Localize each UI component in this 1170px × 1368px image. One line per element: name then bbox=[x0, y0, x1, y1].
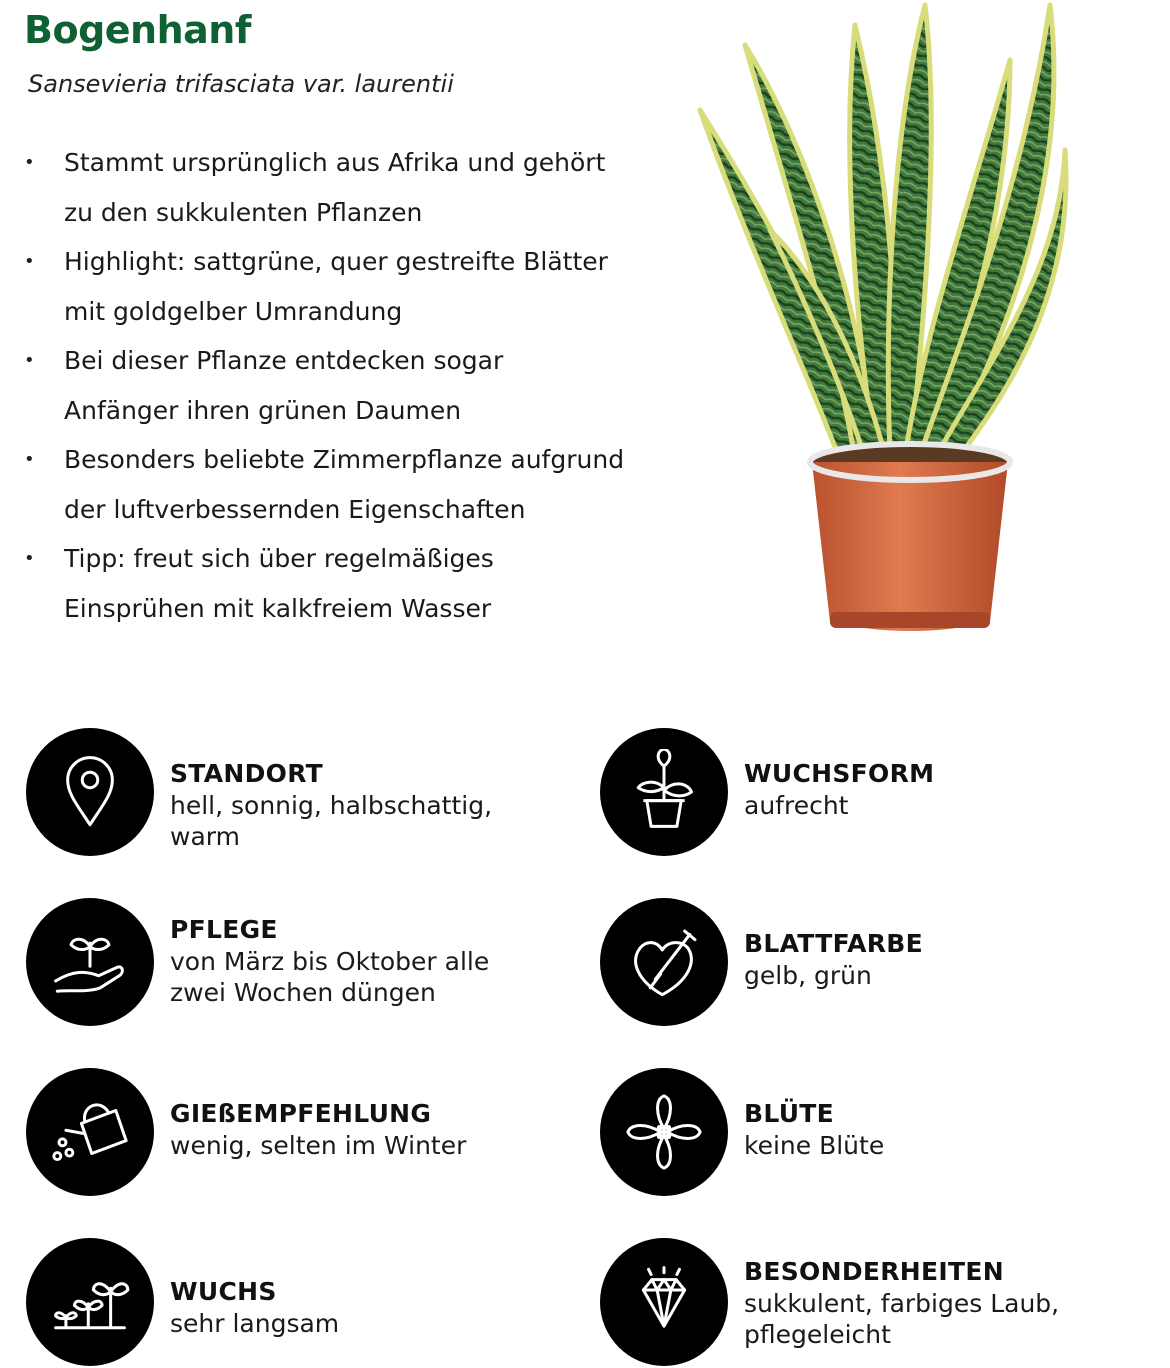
feature-bullet-list bbox=[24, 138, 664, 633]
botanical-name: Sansevieria trifasciata var. laurentii bbox=[28, 70, 454, 98]
flower-icon bbox=[600, 1068, 728, 1196]
growth-seedlings-icon bbox=[26, 1238, 154, 1366]
feature-bluete bbox=[600, 1068, 1120, 1198]
feature-giessempfehlung bbox=[26, 1068, 546, 1198]
location-pin-icon bbox=[26, 728, 154, 856]
feature-value: von März bis Oktober alle zwei Wochen düngen bbox=[170, 947, 490, 1007]
feature-value: gelb, grün bbox=[744, 961, 872, 990]
snake-plant-image bbox=[690, 0, 1090, 640]
feature-wuchsform bbox=[600, 728, 1120, 858]
feature-label: BLÜTE bbox=[744, 1099, 835, 1128]
feature-label: BLATTFARBE bbox=[744, 929, 924, 958]
watering-can-icon bbox=[26, 1068, 154, 1196]
diamond-icon bbox=[600, 1238, 728, 1366]
hand-sprout-icon bbox=[26, 898, 154, 1026]
feature-besonderheiten bbox=[600, 1238, 1120, 1368]
feature-value: sehr langsam bbox=[170, 1309, 340, 1338]
feature-wuchs bbox=[26, 1238, 546, 1368]
feature-value: sukkulent, farbiges Laub, pflegeleicht bbox=[744, 1289, 1060, 1349]
bullet-item: • Highlight: sattgrüne, quer gestreifte Blätter mit goldgelber Umrandung bbox=[24, 237, 664, 336]
feature-value: keine Blüte bbox=[744, 1131, 885, 1160]
leaf-brush-icon bbox=[600, 898, 728, 1026]
feature-standort bbox=[26, 728, 546, 858]
feature-value: aufrecht bbox=[744, 791, 849, 820]
potted-plant-icon bbox=[600, 728, 728, 856]
feature-pflege bbox=[26, 898, 546, 1028]
bullet-item: • Tipp: freut sich über regelmäßiges Einsprühen mit kalkfreiem Wasser bbox=[24, 534, 664, 633]
bullet-item: • Bei dieser Pflanze entdecken sogar Anfänger ihren grünen Daumen bbox=[24, 336, 664, 435]
bullet-item: • Stammt ursprünglich aus Afrika und gehört zu den sukkulenten Pflanzen bbox=[24, 138, 664, 237]
feature-value: hell, sonnig, halbschattig, warm bbox=[170, 791, 493, 851]
page-title: Bogenhanf bbox=[24, 8, 251, 52]
feature-blattfarbe bbox=[600, 898, 1120, 1028]
feature-value: wenig, selten im Winter bbox=[170, 1131, 467, 1160]
feature-label: GIEßEMPFEHLUNG bbox=[170, 1099, 432, 1128]
feature-label: PFLEGE bbox=[170, 915, 278, 944]
feature-label: BESONDERHEITEN bbox=[744, 1257, 1004, 1286]
feature-label: WUCHS bbox=[170, 1277, 277, 1306]
bullet-item: • Besonders beliebte Zimmerpflanze aufgrund der luftverbessernden Eigenschaften bbox=[24, 435, 664, 534]
feature-label: STANDORT bbox=[170, 759, 323, 788]
feature-label: WUCHSFORM bbox=[744, 759, 935, 788]
